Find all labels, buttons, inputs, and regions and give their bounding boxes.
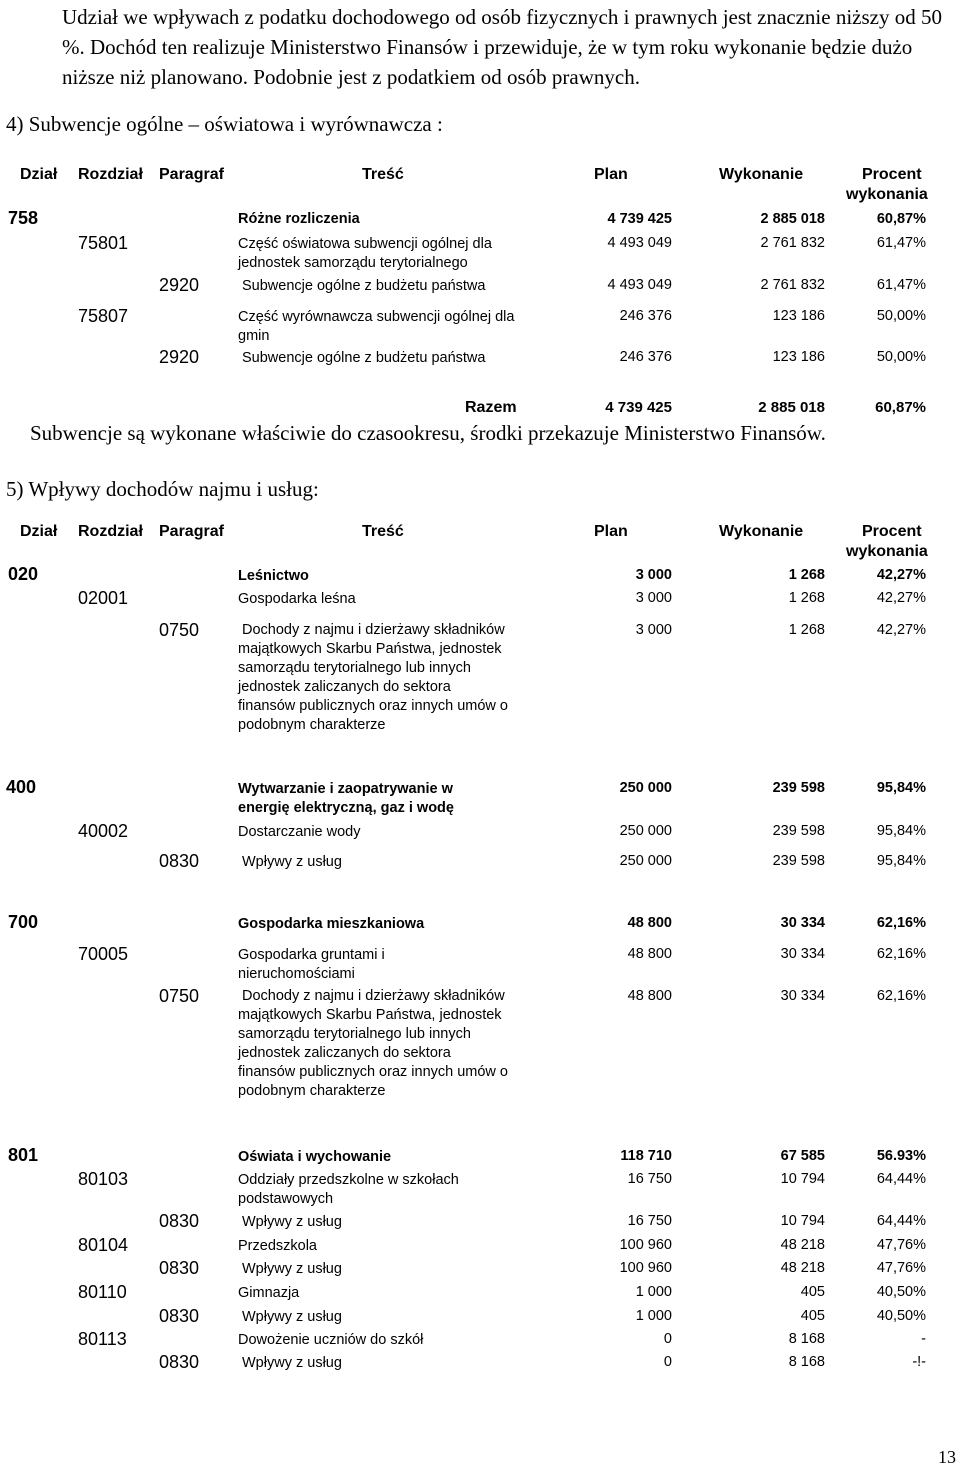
row-dzial: 400: [6, 777, 37, 797]
row-procent: -!-: [912, 1354, 926, 1370]
row-wykonanie: 1 268: [788, 567, 825, 583]
row-plan: 0: [663, 1354, 672, 1370]
row-paragraf: 0830: [159, 1258, 200, 1278]
row-rozdzial: 75807: [78, 306, 129, 326]
row-plan: 4 493 049: [607, 235, 672, 251]
row-procent: -: [921, 1331, 926, 1347]
header-wykonanie: Wykonanie: [719, 166, 804, 183]
row-paragraf: 0750: [159, 986, 200, 1006]
intro-text: Udział we wpływach z podatku dochodowego od osób fizycznych i prawnych jest znacznie niższy od 50 %. Dochód ten realizuje Ministerstwo Finansów i przewiduje, że w tym roku wykonanie będzie dużo niższe niż planowano. Podobnie jest z podatkiem od osób prawnych.: [62, 5, 942, 89]
row-paragraf: 0830: [159, 1352, 200, 1372]
header-plan: Plan: [594, 166, 628, 183]
row-plan: 250 000: [619, 823, 672, 839]
row-procent: 62,16%: [876, 988, 926, 1004]
row-procent: 60,87%: [876, 211, 926, 227]
total-label: Razem: [465, 399, 517, 416]
row-wykonanie: 10 794: [780, 1213, 825, 1229]
row-tresc: Subwencje ogólne z budżetu państwa: [242, 350, 486, 366]
section-4-note: Subwencje są wykonane właściwie do czasookresu, środki przekazuje Ministerstwo Finansów.: [30, 421, 826, 445]
row-rozdzial: 40002: [78, 821, 129, 841]
row-plan: 3 000: [635, 622, 672, 638]
header-procent: Procent: [862, 166, 922, 183]
row-paragraf: 2920: [159, 275, 200, 295]
row-wykonanie: 239 598: [772, 823, 825, 839]
row-paragraf: 0830: [159, 851, 200, 871]
row-procent: 40,50%: [876, 1284, 926, 1300]
row-tresc: Gimnazja: [238, 1285, 300, 1301]
row-wykonanie: 30 334: [780, 915, 825, 931]
header-paragraf: Paragraf: [159, 166, 224, 183]
row-tresc: Przedszkola: [238, 1238, 317, 1254]
section-5-title: 5) Wpływy dochodów najmu i usług:: [6, 477, 319, 501]
row-tresc: Subwencje ogólne z budżetu państwa: [242, 278, 486, 294]
row-tresc: Wytwarzanie i zaopatrywanie w energię elektryczną, gaz i wodę: [238, 781, 454, 816]
header-dzial: Dział: [20, 166, 58, 183]
row-wykonanie: 48 218: [780, 1260, 825, 1276]
row-wykonanie: 48 218: [780, 1237, 825, 1253]
row-plan: 0: [663, 1331, 672, 1347]
row-procent: 95,84%: [876, 780, 926, 796]
row-dzial: 700: [8, 912, 39, 932]
header-dzial: Dział: [20, 523, 58, 540]
row-procent: 56.93%: [876, 1148, 926, 1164]
row-procent: 47,76%: [876, 1260, 926, 1276]
row-plan: 48 800: [627, 988, 672, 1004]
row-wykonanie: 239 598: [772, 853, 825, 869]
row-procent: 42,27%: [876, 622, 926, 638]
row-wykonanie: 30 334: [780, 988, 825, 1004]
row-tresc-text: Dochody z najmu i dzierżawy składników majątkowych Skarbu Państwa, jednostek samorządu terytorialnego lub innych jednostek zaliczanych do sektora finansów publicznych oraz innych umów o podobnym charakterze: [238, 988, 508, 1099]
row-rozdzial: 02001: [78, 588, 129, 608]
header-tresc: Treść: [362, 166, 404, 183]
row-wykonanie: 2 885 018: [760, 211, 825, 227]
row-procent: 47,76%: [876, 1237, 926, 1253]
header-rozdzial: Rozdział: [78, 523, 143, 540]
row-wykonanie: 123 186: [772, 308, 825, 324]
row-dzial: 758: [8, 208, 39, 228]
row-plan: 16 750: [627, 1171, 672, 1187]
header-plan: Plan: [594, 523, 628, 540]
row-wykonanie: 8 168: [788, 1331, 825, 1347]
row-tresc: Część oświatowa subwencji ogólnej dla jednostek samorządu terytorialnego: [238, 236, 492, 271]
row-plan: 250 000: [619, 780, 672, 796]
row-tresc: Wpływy z usług: [242, 1355, 342, 1371]
row-wykonanie: 2 761 832: [760, 277, 825, 293]
row-wykonanie: 30 334: [780, 946, 825, 962]
row-procent: 64,44%: [876, 1171, 926, 1187]
row-wykonanie: 405: [800, 1308, 825, 1324]
header-rozdzial: Rozdział: [78, 166, 143, 183]
page-number: 13: [938, 1447, 956, 1467]
row-procent: 62,16%: [876, 946, 926, 962]
row-procent: 61,47%: [876, 235, 926, 251]
row-paragraf: 0830: [159, 1211, 200, 1231]
row-procent: 42,27%: [876, 590, 926, 606]
row-plan: 118 710: [620, 1148, 672, 1164]
row-dzial: 801: [8, 1145, 39, 1165]
header-tresc: Treść: [362, 523, 404, 540]
header-wykonania: wykonania: [846, 186, 928, 203]
row-rozdzial: 80104: [78, 1235, 129, 1255]
row-tresc: Wpływy z usług: [242, 1309, 342, 1325]
row-wykonanie: 2 761 832: [760, 235, 825, 251]
row-tresc: [238, 987, 510, 1101]
row-paragraf: 2920: [159, 347, 200, 367]
header-paragraf: Paragraf: [159, 523, 224, 540]
row-rozdzial: 75801: [78, 233, 129, 253]
row-tresc: Leśnictwo: [238, 568, 309, 584]
row-tresc: Różne rozliczenia: [238, 211, 360, 227]
header-procent: Procent: [862, 523, 922, 540]
row-plan: 4 739 425: [607, 211, 672, 227]
row-wykonanie: 1 268: [788, 590, 825, 606]
row-plan: 100 960: [619, 1237, 672, 1253]
row-plan: 250 000: [619, 853, 672, 869]
row-wykonanie: 405: [800, 1284, 825, 1300]
row-procent: 40,50%: [876, 1308, 926, 1324]
row-plan: 4 493 049: [607, 277, 672, 293]
row-paragraf: 0830: [159, 1306, 200, 1326]
row-plan: 3 000: [635, 590, 672, 606]
row-procent: 64,44%: [876, 1213, 926, 1229]
row-procent: 62,16%: [876, 915, 926, 931]
row-procent: 50,00%: [876, 308, 926, 324]
row-wykonanie: 8 168: [788, 1354, 825, 1370]
row-wykonanie: 1 268: [788, 622, 825, 638]
row-wykonanie: 67 585: [780, 1148, 825, 1164]
row-tresc: Dowożenie uczniów do szkół: [238, 1332, 424, 1348]
row-tresc: Wpływy z usług: [242, 1214, 342, 1230]
row-tresc: Dostarczanie wody: [238, 824, 361, 840]
row-plan: 246 376: [619, 308, 672, 324]
row-procent: 50,00%: [876, 349, 926, 365]
row-plan: 246 376: [619, 349, 672, 365]
total-plan: 4 739 425: [605, 399, 672, 416]
row-procent: 42,27%: [876, 567, 926, 583]
row-plan: 3 000: [635, 567, 672, 583]
row-tresc-text: Dochody z najmu i dzierżawy składników majątkowych Skarbu Państwa, jednostek samorządu terytorialnego lub innych jednostek zaliczanych do sektora finansów publicznych oraz innych umów o podobnym charakterze: [238, 622, 508, 733]
row-tresc: Wpływy z usług: [242, 1261, 342, 1277]
row-tresc: Część wyrównawcza subwencji ogólnej dla gmin: [238, 309, 515, 344]
row-plan: 100 960: [619, 1260, 672, 1276]
header-wykonanie: Wykonanie: [719, 523, 804, 540]
row-rozdzial: 80103: [78, 1169, 129, 1189]
header-wykonania: wykonania: [846, 543, 928, 560]
row-tresc: [238, 621, 510, 735]
row-plan: 1 000: [635, 1308, 672, 1324]
intro-paragraph: [62, 2, 954, 92]
row-plan: 48 800: [627, 946, 672, 962]
row-plan: 1 000: [635, 1284, 672, 1300]
row-plan: 16 750: [627, 1213, 672, 1229]
row-paragraf: 0750: [159, 620, 200, 640]
row-procent: 95,84%: [876, 823, 926, 839]
row-wykonanie: 10 794: [780, 1171, 825, 1187]
row-tresc: Gospodarka gruntami i nieruchomościami: [238, 947, 385, 982]
row-wykonanie: 239 598: [772, 780, 825, 796]
total-wykonanie: 2 885 018: [758, 399, 825, 416]
row-procent: 95,84%: [876, 853, 926, 869]
row-tresc: Gospodarka leśna: [238, 591, 356, 607]
row-tresc: Gospodarka mieszkaniowa: [238, 916, 425, 932]
row-rozdzial: 70005: [78, 944, 129, 964]
row-tresc: Wpływy z usług: [242, 854, 342, 870]
row-procent: 61,47%: [876, 277, 926, 293]
row-tresc: Oddziały przedszkolne w szkołach podstawowych: [238, 1172, 459, 1207]
row-rozdzial: 80110: [78, 1282, 127, 1302]
row-wykonanie: 123 186: [772, 349, 825, 365]
row-rozdzial: 80113: [78, 1329, 127, 1349]
row-plan: 48 800: [627, 915, 672, 931]
total-procent: 60,87%: [875, 399, 926, 416]
section-4-title: 4) Subwencje ogólne – oświatowa i wyrównawcza :: [6, 112, 443, 136]
row-tresc: Oświata i wychowanie: [238, 1149, 392, 1165]
row-dzial: 020: [8, 564, 39, 584]
